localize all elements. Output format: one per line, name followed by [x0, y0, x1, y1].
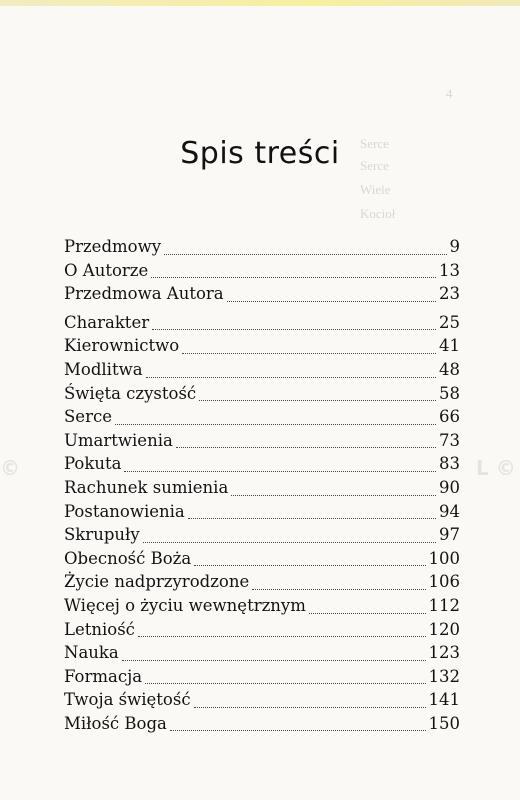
toc-entry-page-number: 13	[439, 260, 460, 280]
toc-entry-page-number: 48	[439, 359, 460, 379]
toc-entry	[64, 334, 460, 358]
toc-entry-page-number: 83	[439, 454, 460, 474]
toc-entry	[64, 641, 460, 665]
toc-entry-page-number: 73	[439, 430, 460, 450]
show-through-header: 4	[446, 86, 453, 101]
toc-entry-page-number: 141	[428, 690, 460, 710]
toc-entry-page-number: 66	[439, 407, 460, 427]
watermark-right	[476, 452, 516, 484]
page-top-edge	[0, 0, 520, 6]
toc-entry	[64, 405, 460, 429]
dot-leader	[309, 613, 426, 614]
dot-leader	[143, 542, 436, 543]
dot-leader	[188, 518, 436, 519]
dot-leader	[199, 400, 436, 401]
toc-entry	[64, 523, 460, 547]
toc-entry-title: Rachunek sumienia	[64, 477, 229, 497]
toc-entry-page-number: 90	[439, 477, 460, 497]
toc-entry	[64, 476, 460, 500]
dot-leader	[152, 329, 436, 330]
toc-entry	[64, 500, 460, 524]
toc-entry-page-number: 123	[428, 643, 460, 663]
toc-entry-page-number: 9	[449, 237, 460, 256]
dot-leader	[164, 254, 446, 255]
toc-entry-title: Życie nadprzyrodzone	[64, 572, 250, 592]
toc-entry-title: Charakter	[64, 312, 150, 332]
toc-entry	[64, 311, 460, 335]
dot-leader	[252, 589, 425, 590]
toc-entry-title: Skrupuły	[64, 525, 140, 545]
toc-entry-title: Serce	[64, 407, 112, 427]
toc-entry	[64, 618, 460, 642]
dot-leader	[146, 377, 436, 378]
toc-entry-title: Postanowienia	[64, 501, 185, 521]
toc-entry	[64, 259, 460, 283]
toc-entry	[64, 429, 460, 453]
toc-entry-page-number: 106	[428, 572, 460, 592]
toc-entry-page-number: 41	[439, 336, 460, 356]
toc-entry-title: Kierownictwo	[64, 336, 180, 356]
toc-entry-page-number: 25	[439, 312, 460, 332]
dot-leader	[151, 277, 436, 278]
toc-entry-title: Twoja świętość	[64, 690, 191, 710]
toc-entry-page-number: 58	[439, 383, 460, 403]
show-through-line: Wiele	[360, 182, 391, 197]
dot-leader	[170, 730, 426, 731]
page-title: Spis treści	[180, 136, 340, 171]
toc-entry	[64, 382, 460, 406]
toc-entry-page-number: 97	[439, 525, 460, 545]
copyright-icon: ©	[0, 456, 20, 480]
toc-entry-page-number: 100	[428, 548, 460, 568]
dot-leader	[138, 636, 426, 637]
toc-entry-title: Umartwienia	[64, 430, 173, 450]
toc-entry-title: Obecność Boża	[64, 548, 192, 568]
toc-entry	[64, 452, 460, 476]
toc-entry-page-number: 132	[428, 666, 460, 686]
toc-entry-title: Nauka	[64, 643, 119, 663]
show-through-line: Kocioł	[360, 206, 396, 221]
dot-leader	[194, 565, 425, 566]
toc-entry-title: Letniość	[64, 619, 135, 639]
toc-entry	[64, 688, 460, 712]
watermark-text: L ©	[476, 456, 516, 480]
toc-entry-title: Pokuta	[64, 454, 122, 474]
toc-entry	[64, 665, 460, 689]
toc-entry-title: Formacja	[64, 666, 143, 686]
show-through-line: Serce	[360, 136, 389, 151]
dot-leader	[145, 683, 425, 684]
dot-leader	[122, 660, 426, 661]
toc-entry-title: Więcej o życiu wewnętrznym	[64, 595, 306, 615]
dot-leader	[227, 301, 436, 302]
toc-entry	[64, 547, 460, 571]
toc-entry-page-number: 120	[428, 619, 460, 639]
dot-leader	[194, 707, 426, 708]
toc-entry-page-number: 150	[428, 713, 460, 733]
toc-entry	[64, 358, 460, 382]
watermark-left	[0, 452, 20, 484]
toc-entry	[64, 570, 460, 594]
toc-entry	[64, 282, 460, 306]
dot-leader	[182, 353, 436, 354]
dot-leader	[115, 424, 436, 425]
toc-entry-title: Modlitwa	[64, 359, 143, 379]
show-through-line: Serce	[360, 158, 389, 173]
toc-entry-title: Przedmowa Autora	[64, 284, 224, 304]
toc-entry-page-number: 112	[428, 595, 460, 615]
dot-leader	[124, 471, 436, 472]
toc-entry	[64, 712, 460, 736]
toc-entry-title: Przedmowy	[64, 237, 162, 256]
dot-leader	[231, 495, 436, 496]
toc-entry	[64, 235, 460, 259]
toc-entry-title: Święta czystość	[64, 383, 197, 403]
toc-entry	[64, 594, 460, 618]
toc-entry-title: Miłość Boga	[64, 713, 167, 733]
toc-entry-page-number: 94	[439, 501, 460, 521]
toc-entry-title: O Autorze	[64, 260, 149, 280]
dot-leader	[176, 447, 436, 448]
toc-entry-page-number: 23	[439, 284, 460, 304]
table-of-contents	[64, 235, 460, 735]
